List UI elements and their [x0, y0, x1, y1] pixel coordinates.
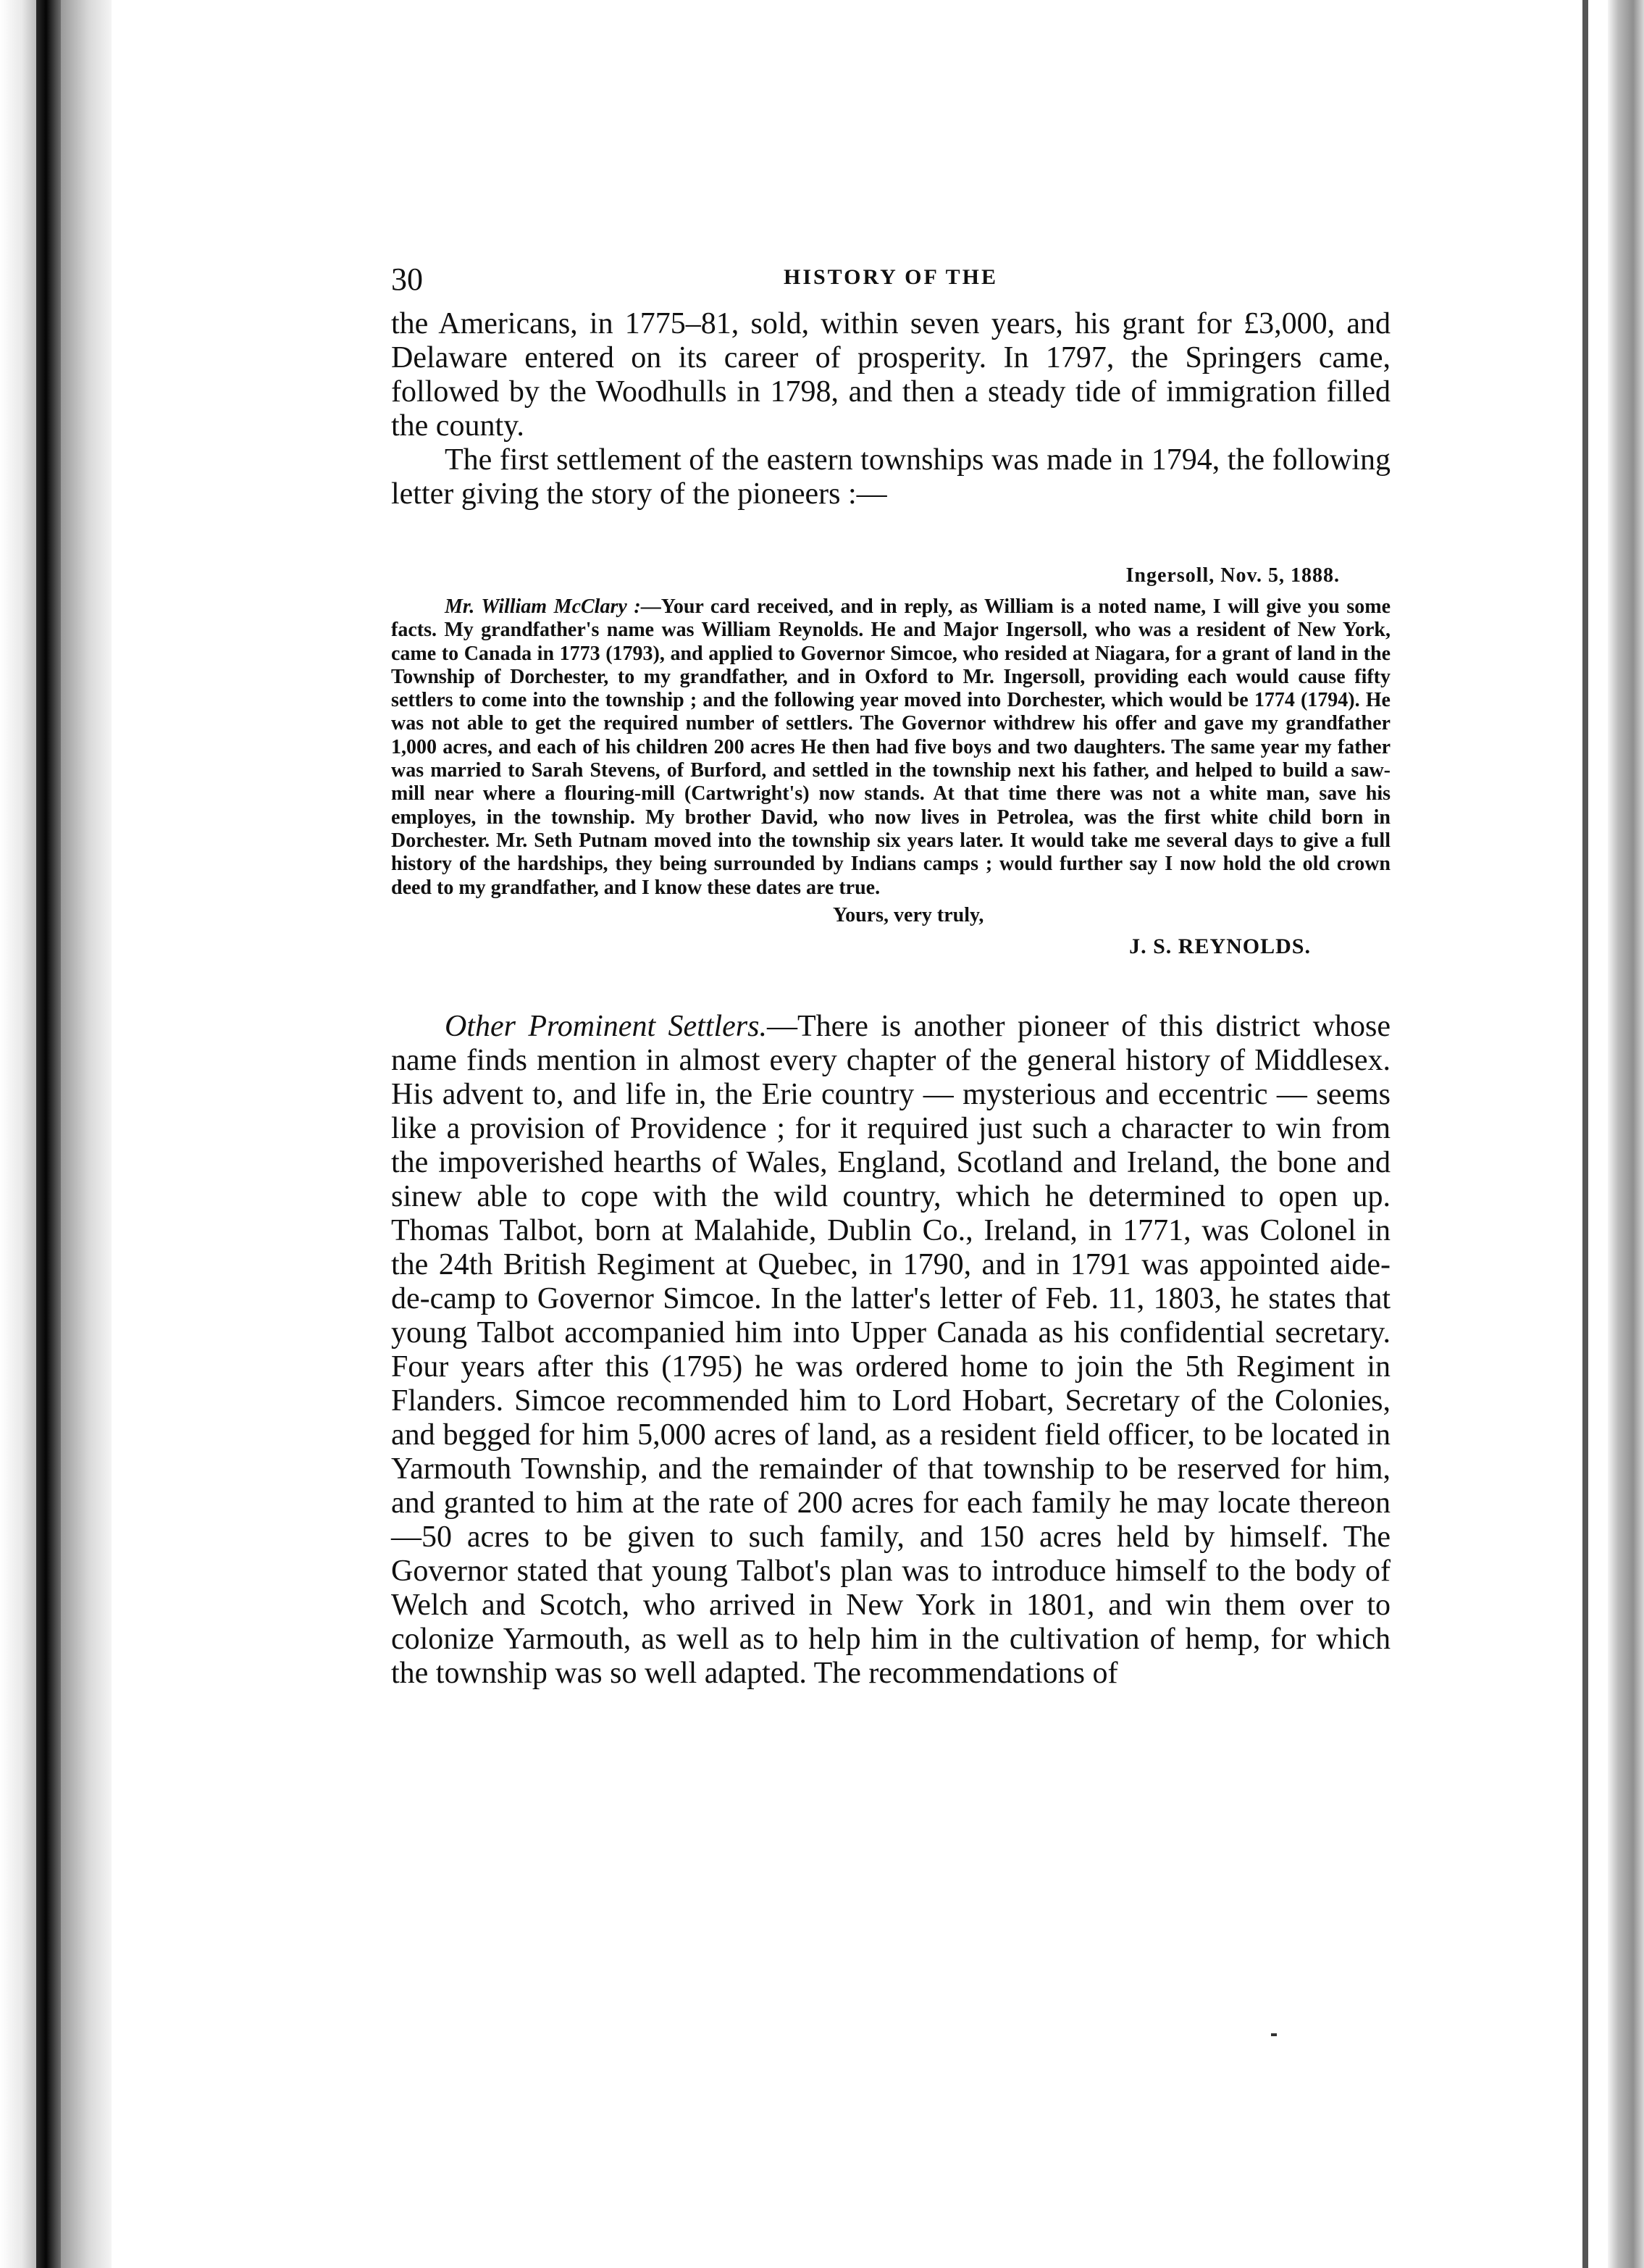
page-edge-line — [1582, 0, 1588, 2268]
settlers-text: —There is another pioneer of this district whose name finds mention in almost every chapter of the general history of Middlesex. His advent to, and life in, the Erie country — mysterious and eccentric — seems like a provision of Providence ; for it required just such a character to win from the impoverished hearths of Wales, England, Scotland and Ireland, the bone and sinew able to cope with the wild country, which he determined to open up. Thomas Talbot, born at Malahide, Dublin Co., Ireland, in 1771, was Colonel in the 24th British Regiment at Quebec, in 1790, and in 1791 was appointed aide-de-camp to Governor Simcoe. In the latter's letter of Feb. 11, 1803, he states that young Talbot accompanied him into Upper Canada as his confidential secretary. Four years after this (1795) he was ordered home to join the 5th Regiment in Flanders. Simcoe recommended him to Lord Hobart, Secretary of the Colonies, and begged for him 5,000 acres of land, as a resident field officer, to be located in Yarmouth Township, and the remainder of that township to be reserved for him, and granted to him at the rate of 200 acres for each family he may locate thereon—50 acres to be given to such family, and 150 acres held by himself. The Governor stated that young Talbot's plan was to introduce himself to the body of Welch and Scotch, who arrived in New York in 1801, and win them over to colonize Yarmouth, as well as to help him in the cultivation of hemp, for which the township was so well adapted. The recommendations of — [391, 1009, 1391, 1690]
book-page — [391, 261, 1391, 1691]
settlers-paragraph — [391, 1010, 1391, 1691]
letter-signature: J. S. REYNOLDS. — [1129, 934, 1311, 958]
letter-body — [391, 595, 1391, 900]
book-binding — [36, 0, 61, 2268]
letter-salutation: Mr. William McClary : — [445, 595, 641, 618]
page-gutter-shadow — [0, 0, 36, 2268]
running-head — [391, 261, 1391, 304]
letter-dateline: Ingersoll, Nov. 5, 1888. — [1125, 564, 1340, 587]
binding-edge — [61, 0, 112, 2268]
page-number: 30 — [391, 261, 423, 297]
section-heading: Other Prominent Settlers. — [445, 1009, 767, 1043]
letter-closing: Yours, very truly, — [833, 903, 984, 926]
print-speck — [1271, 2033, 1277, 2036]
page-right-edge — [1608, 0, 1644, 2268]
intro-paragraph-1: the Americans, in 1775–81, sold, within seven years, his grant for £3,000, and Delaware entered on its career of prosperity. In 1797, the Springers came, followed by the Woodhulls in 1798, and then a steady tide of immigration filled the county. — [391, 307, 1391, 443]
running-title: HISTORY OF THE — [783, 265, 999, 289]
quoted-letter — [391, 562, 1391, 963]
intro-paragraph-2: The first settlement of the eastern townships was made in 1794, the following letter giving the story of the pioneers :— — [391, 443, 1391, 511]
letter-text: —Your card received, and in reply, as William is a noted name, I will give you some facts. My grandfather's name was William Reynolds. He and Major Ingersoll, who was a resident of New York, came to Canada in 1773 (1793), and applied to Governor Simcoe, who resided at Niagara, for a grant of land in the Township of Dorchester, to my grandfather, and in Oxford to Mr. Ingersoll, providing each would cause fifty settlers to come into the township ; and the following year moved into Dorchester, which would be 1774 (1794). He was not able to get the required number of settlers. The Governor withdrew his offer and gave my grandfather 1,000 acres, and each of his children 200 acres He then had five boys and two daughters. The same year my father was married to Sarah Stevens, of Burford, and settled in the township next his father, and helped to build a saw-mill near where a flouring-mill (Cartwright's) now stands. At that time there was not a white man, save his employes, in the township. My brother David, who now lives in Petrolea, was the first white child born in Dorchester. Mr. Seth Putnam moved into the township six years later. It would take me several days to give a full history of the hardships, they being surrounded by Indians camps ; would further say I now hold the old crown deed to my grandfather, and I know these dates are true. — [391, 595, 1391, 899]
